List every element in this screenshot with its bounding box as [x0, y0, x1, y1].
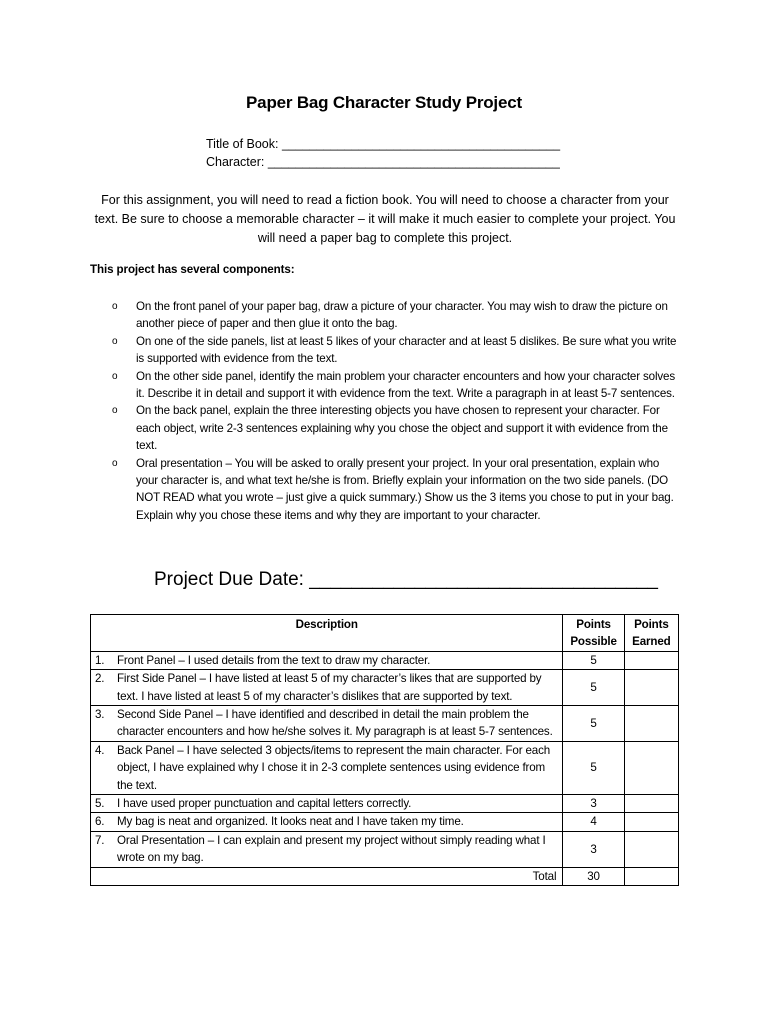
components-list	[112, 298, 682, 524]
points-possible-header: Points Possible	[563, 615, 624, 652]
component-text: Oral presentation – You will be asked to orally present your project. In your oral presentation, explain who your character is, and what text he/she is from. Briefly explain your information on the two side panels. (DO NOT READ what you wrote – just give a quick summary.) Show us the 3 items you chose to put in your bag. Explain why you chose these items and why they are important to your character.	[136, 456, 674, 522]
total-points-earned[interactable]	[624, 867, 678, 885]
row-points-possible: 3	[563, 831, 624, 867]
table-row	[91, 670, 679, 706]
row-points-earned[interactable]	[624, 670, 678, 706]
table-row	[91, 651, 679, 669]
character-field: Character: __________________________________________	[206, 155, 560, 169]
description-header: Description	[91, 615, 563, 652]
row-points-earned[interactable]	[624, 706, 678, 742]
project-due-date: Project Due Date: _________________________________	[154, 569, 658, 590]
list-item	[112, 455, 682, 525]
row-points-earned[interactable]	[624, 651, 678, 669]
component-text: On the front panel of your paper bag, draw a picture of your character. You may wish to draw the picture on another piece of paper and then glue it onto the bag.	[136, 300, 668, 331]
row-points-earned[interactable]	[624, 795, 678, 813]
row-description: 2. First Side Panel – I have listed at least 5 of my character’s likes that are supported by text. I have listed at least 5 of my character’s dislikes that are supported by text.	[91, 670, 563, 706]
row-points-possible: 3	[563, 795, 624, 813]
total-points-possible: 30	[563, 867, 624, 885]
row-description: 7. Oral Presentation – I can explain and present my project without simply reading what I wrote on my bag.	[91, 831, 563, 867]
bullet-icon: o	[112, 370, 118, 382]
list-item	[112, 402, 682, 454]
row-description: 5. I have used proper punctuation and capital letters correctly.	[91, 795, 563, 813]
bullet-icon: o	[112, 301, 118, 312]
bullet-icon: o	[112, 457, 118, 469]
row-points-possible: 5	[563, 741, 624, 794]
components-heading: This project has several components:	[90, 263, 295, 276]
row-description: 6. My bag is neat and organized. It looks neat and I have taken my time.	[91, 813, 563, 831]
list-item	[112, 368, 682, 403]
table-row	[91, 813, 679, 831]
list-item	[112, 333, 682, 368]
row-points-earned[interactable]	[624, 813, 678, 831]
row-points-possible: 5	[563, 706, 624, 742]
row-description: 3. Second Side Panel – I have identified and described in detail the main problem the character encounters and how he/she solves it. My paragraph is at least 5-7 sentences.	[91, 706, 563, 742]
table-header-row	[91, 615, 679, 652]
row-description: 1. Front Panel – I used details from the text to draw my character.	[91, 651, 563, 669]
total-label: Total	[91, 867, 563, 885]
total-row	[91, 867, 679, 885]
component-text: On the other side panel, identify the main problem your character encounters and how your character solves it. Describe it in detail and support it with evidence from the text. Write a paragraph in at least 5-7 sentences.	[136, 369, 675, 401]
table-row	[91, 795, 679, 813]
bullet-icon: o	[112, 405, 118, 417]
book-title-field: Title of Book: ________________________________________	[206, 137, 561, 151]
points-earned-header: Points Earned	[624, 615, 678, 652]
table-row	[91, 741, 679, 794]
bullet-icon: o	[112, 335, 118, 347]
intro-paragraph: For this assignment, you will need to read a fiction book. You will need to choose a character from your text. Be sure to choose a memorable character – it will make it much easier to complete your project. You will need a paper bag to complete this project.	[94, 193, 676, 245]
component-text: On the back panel, explain the three interesting objects you have chosen to represent your character. For each object, write 2-3 sentences explaining why you chose the object and support it with evidence from the text.	[136, 404, 668, 453]
row-description: 4. Back Panel – I have selected 3 objects/items to represent the main character. For each object, I have explained why I chose it in 2-3 complete sentences using evidence from the text.	[91, 741, 563, 794]
list-item	[112, 298, 682, 333]
table-row	[91, 831, 679, 867]
row-points-possible: 5	[563, 651, 624, 669]
row-points-earned[interactable]	[624, 831, 678, 867]
page-title: Paper Bag Character Study Project	[246, 93, 522, 112]
row-points-possible: 5	[563, 670, 624, 706]
row-points-earned[interactable]	[624, 741, 678, 794]
table-row	[91, 706, 679, 742]
component-text: On one of the side panels, list at least 5 likes of your character and at least 5 dislikes. Be sure what you write is supported with evidence from the text.	[136, 334, 677, 366]
row-points-possible: 4	[563, 813, 624, 831]
rubric-table	[90, 614, 679, 886]
